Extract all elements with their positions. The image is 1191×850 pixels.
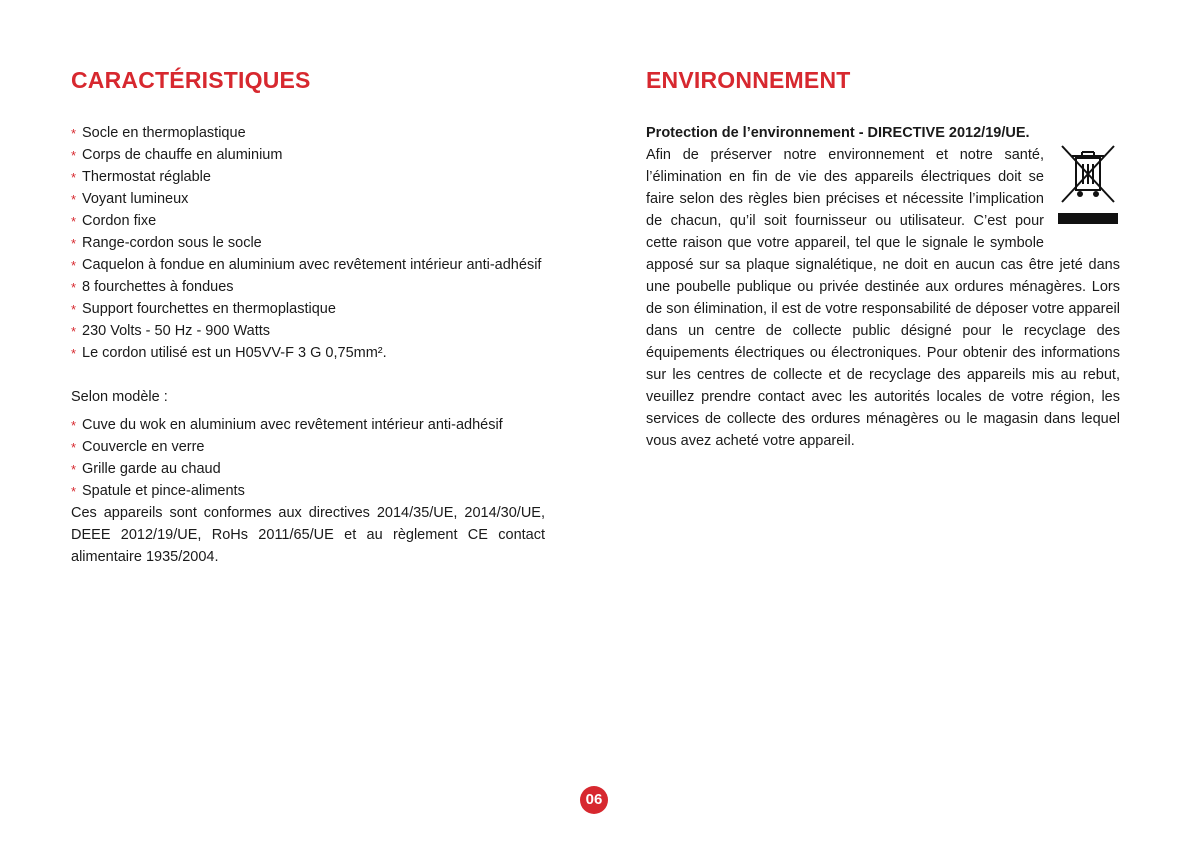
feature-item xyxy=(71,210,545,232)
model-label: Selon modèle : xyxy=(71,389,168,405)
conformity-text: Ces appareils sont conformes aux directives 2014/35/UE, 2014/30/UE, DEEE 2012/19/UE, RoHs 2011/65/UE et au règlement CE contact alimentaire 1935/2004. xyxy=(71,505,545,565)
feature-text: Grille garde au chaud xyxy=(82,461,221,477)
bullet-star-icon: * xyxy=(71,214,77,229)
bullet-star-icon: * xyxy=(71,440,77,455)
feature-item xyxy=(71,436,545,458)
feature-text: Caquelon à fondue en aluminium avec revêtement intérieur anti-adhésif xyxy=(82,257,542,273)
feature-item xyxy=(71,480,545,502)
characteristics-title: CARACTÉRISTIQUES xyxy=(71,67,311,93)
bullet-star-icon: * xyxy=(71,148,77,163)
bullet-star-icon: * xyxy=(71,126,77,141)
bullet-star-icon: * xyxy=(71,418,77,433)
feature-text: Socle en thermoplastique xyxy=(82,125,246,141)
feature-item xyxy=(71,232,545,254)
feature-item xyxy=(71,188,545,210)
feature-text: 8 fourchettes à fondues xyxy=(82,279,234,295)
model-features-list xyxy=(71,414,545,502)
bullet-star-icon: * xyxy=(71,302,77,317)
feature-text: Couvercle en verre xyxy=(82,439,205,455)
feature-item xyxy=(71,342,545,364)
feature-text: Range-cordon sous le socle xyxy=(82,235,262,251)
environment-body-wrap xyxy=(646,144,1120,452)
feature-item xyxy=(71,276,545,298)
feature-text: Cuve du wok en aluminium avec revêtement intérieur anti-adhésif xyxy=(82,417,503,433)
feature-item xyxy=(71,166,545,188)
feature-item xyxy=(71,298,545,320)
feature-item xyxy=(71,320,545,342)
feature-text: Corps de chauffe en aluminium xyxy=(82,147,283,163)
feature-text: Cordon fixe xyxy=(82,213,157,229)
feature-text: Support fourchettes en thermoplastique xyxy=(82,301,336,317)
features-list xyxy=(71,122,545,364)
bullet-star-icon: * xyxy=(71,236,77,251)
environment-title: ENVIRONNEMENT xyxy=(646,67,851,93)
feature-text: Thermostat réglable xyxy=(82,169,211,185)
feature-item xyxy=(71,122,545,144)
bullet-star-icon: * xyxy=(71,346,77,361)
bullet-star-icon: * xyxy=(71,280,77,295)
environment-column xyxy=(646,62,1120,452)
bin-bar xyxy=(1058,213,1118,224)
feature-text: Spatule et pince-aliments xyxy=(82,483,245,499)
bullet-star-icon: * xyxy=(71,258,77,273)
bullet-star-icon: * xyxy=(71,192,77,207)
page-number: 06 xyxy=(580,786,608,814)
bullet-star-icon: * xyxy=(71,462,77,477)
environment-body: Afin de préserver notre environnement et notre santé, l’élimination en fin de vie des appareils électriques doit se faire selon des règles bien précises et nécessite l’implication de chacun, qu’il soit fournisseur ou utilisateur. C’est pour cette raison que votre appareil, tel que le signale le symbole apposé sur sa plaque signalétique, ne doit en aucun cas être jeté dans une poubelle publique ou privée destinée aux ordures ménagères. Lors de son élimination, il est de votre responsabilité de déposer votre appareil dans un centre de collecte public désigné pour le recyclage des équipements électriques ou électroniques. Pour obtenir des informations sur les centres de collecte et de recyclage des appareils mis au rebut, veuillez prendre contact avec les autorités locales de votre région, les services de collecte des ordures ménagères ou le magasin dans lequel vous avez acheté votre appareil. xyxy=(646,147,1120,449)
feature-item xyxy=(71,144,545,166)
characteristics-column xyxy=(71,62,545,568)
feature-text: Le cordon utilisé est un H05VV-F 3 G 0,75mm². xyxy=(82,345,387,361)
bullet-star-icon: * xyxy=(71,324,77,339)
environment-heading: Protection de l’environnement - DIRECTIVE 2012/19/UE. xyxy=(646,125,1030,141)
feature-item xyxy=(71,254,545,276)
bullet-star-icon: * xyxy=(71,170,77,185)
feature-text: 230 Volts - 50 Hz - 900 Watts xyxy=(82,323,271,339)
bullet-star-icon: * xyxy=(71,484,77,499)
crossed-out-wheelie-bin-icon xyxy=(1056,144,1122,230)
feature-item xyxy=(71,458,545,480)
feature-item xyxy=(71,414,545,436)
feature-text: Voyant lumineux xyxy=(82,191,189,207)
